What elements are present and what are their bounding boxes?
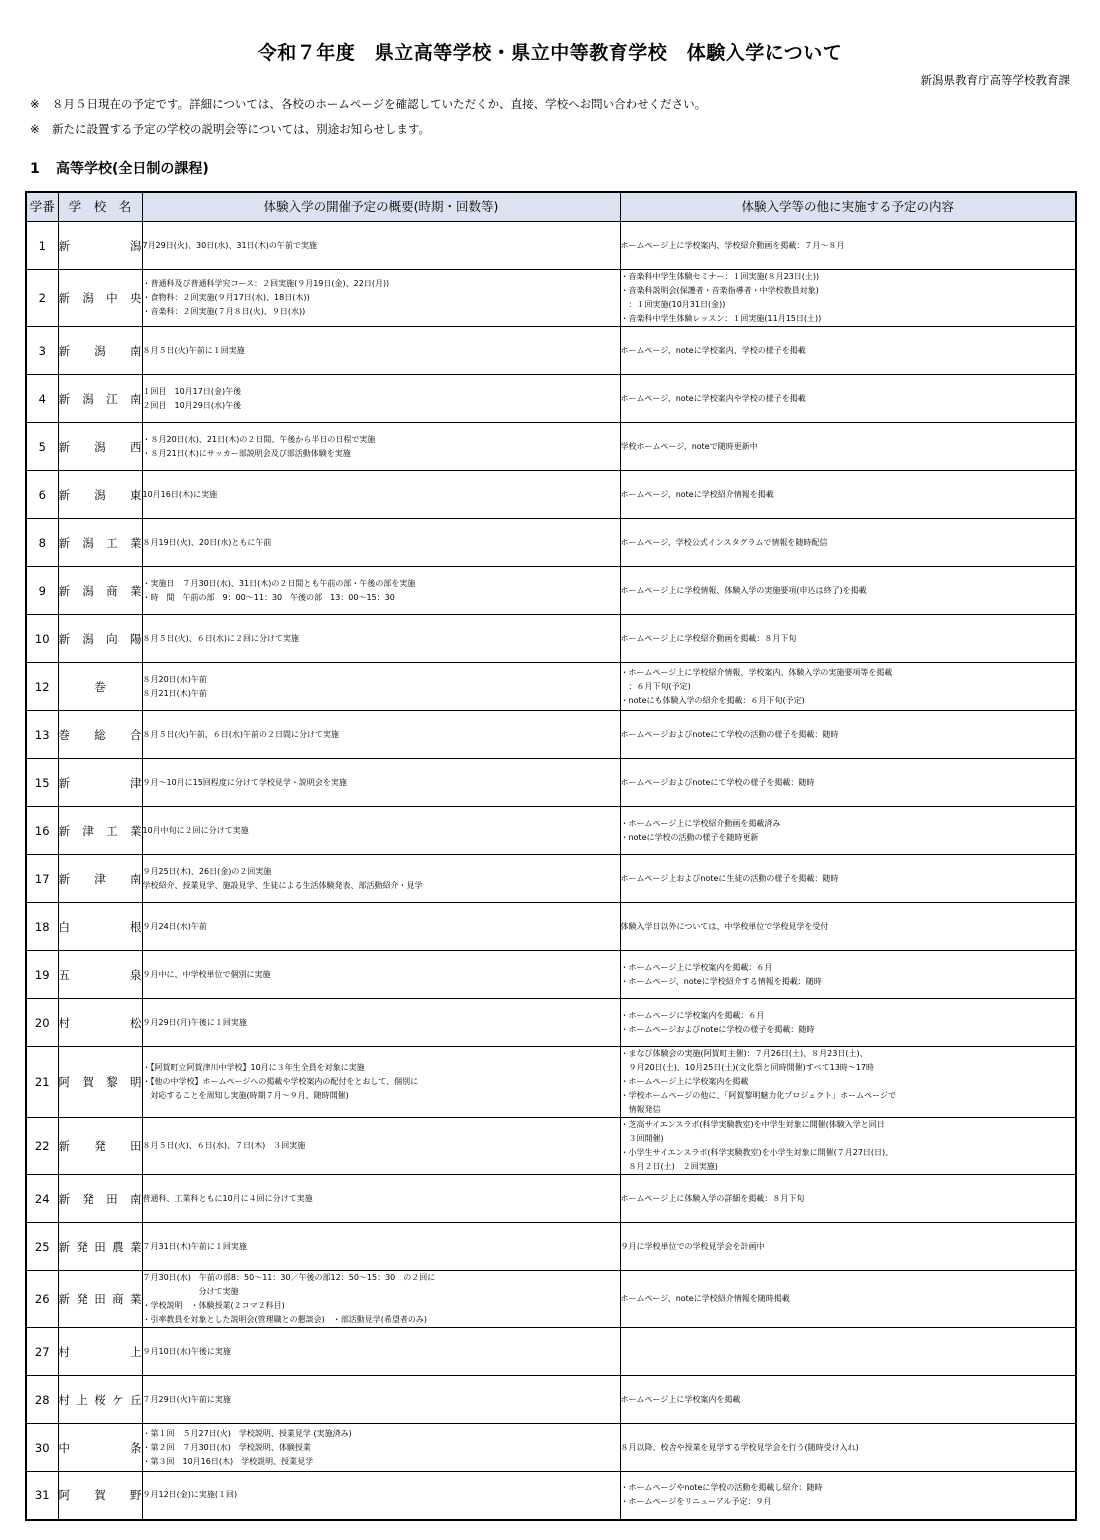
section-heading bbox=[30, 158, 209, 178]
school-name: 新潟西 bbox=[58, 439, 142, 454]
table-row bbox=[26, 1424, 1076, 1472]
other-line: ・ホームページ上に学校紹介情報、学校案内、体験入学の実施要項等を掲載 bbox=[620, 667, 893, 677]
other-line: ：１回実施(10月31日(金)) bbox=[620, 300, 726, 309]
school-name-cell bbox=[58, 423, 142, 471]
school-number: 27 bbox=[26, 1328, 58, 1376]
school-name-cell bbox=[58, 1472, 142, 1520]
overview-line: ８月５日(火)、６日(水)、７日(木) ３回実施 bbox=[142, 1141, 306, 1150]
overview-line: ９月25日(木)、26日(金)の２回実施 bbox=[142, 866, 272, 876]
overview-line: ９月中に、中学校単位で個別に実施 bbox=[142, 969, 271, 979]
school-number: 26 bbox=[26, 1271, 58, 1328]
other-content-cell bbox=[620, 663, 1076, 711]
overview-cell bbox=[142, 711, 620, 759]
table-row bbox=[26, 855, 1076, 903]
note-text: ８月５日現在の予定です。詳細については、各校のホームページを確認していただくか、直接、学校へお問い合わせください。 bbox=[52, 97, 707, 111]
school-number: 13 bbox=[26, 711, 58, 759]
other-line: ・ホームページ、noteに学校紹介する情報を掲載：随時 bbox=[620, 976, 822, 986]
school-name: 新発田 bbox=[58, 1139, 142, 1153]
other-line: ホームページ、noteに学校案内や学校の様子を掲載 bbox=[620, 393, 806, 403]
school-name: 村松 bbox=[58, 1015, 142, 1030]
school-name-cell bbox=[58, 759, 142, 807]
overview-line: ・時 間 午前の部 9：00～11：30 午後の部 13：00～15：30 bbox=[142, 592, 395, 602]
overview-cell bbox=[142, 1118, 620, 1175]
other-line: ホームページ上およびnoteに生徒の活動の様子を掲載：随時 bbox=[620, 873, 839, 883]
overview-line: 10月中旬に２回に分けて実施 bbox=[142, 825, 249, 835]
school-name-cell bbox=[58, 375, 142, 423]
overview-line: 普通科、工業科ともに10月に４回に分けて実施 bbox=[142, 1193, 313, 1203]
school-name: 新潟向陽 bbox=[58, 631, 142, 646]
school-number: 1 bbox=[26, 222, 58, 270]
school-number: 4 bbox=[26, 375, 58, 423]
header-other: 体験入学等の他に実施する予定の内容 bbox=[620, 192, 1076, 222]
overview-line: ・引率教員を対象とした説明会(管理職との懇談会) ・部活動見学(希望者のみ) bbox=[142, 1315, 427, 1324]
other-line: ・noteにも体験入学の紹介を掲載：６月下旬(予定) bbox=[620, 695, 805, 705]
other-line: ・ホームページやnoteに学校の活動を掲載し紹介：随時 bbox=[620, 1483, 823, 1493]
other-line: ・学校ホームページの他に、「阿賀黎明魅力化プロジェクト」ホームページで bbox=[620, 1091, 897, 1100]
overview-line: ・実施日 ７月30日(水)、31日(木)の２日間とも午前の部・午後の部を実施 bbox=[142, 578, 416, 588]
header-name: 学 校 名 bbox=[58, 192, 142, 222]
school-name: 新津南 bbox=[58, 871, 142, 886]
other-line: ホームページ、noteに学校案内、学校の様子を掲載 bbox=[620, 345, 806, 355]
other-content-cell bbox=[620, 327, 1076, 375]
other-content-cell bbox=[620, 375, 1076, 423]
overview-cell bbox=[142, 327, 620, 375]
overview-line: ・８月20日(水)、21日(木)の２日間、午後から半日の日程で実施 bbox=[142, 434, 376, 444]
other-line: ・音楽科説明会(保護者・音楽指導者・中学校教員対象) bbox=[620, 286, 819, 295]
school-name: 巻 bbox=[94, 679, 106, 694]
school-name-cell bbox=[58, 903, 142, 951]
overview-cell bbox=[142, 1175, 620, 1223]
other-line: ・ホームページ上に学校紹介動画を掲載済み bbox=[620, 818, 781, 828]
table-row bbox=[26, 903, 1076, 951]
table-row bbox=[26, 1223, 1076, 1271]
note-2 bbox=[30, 121, 430, 137]
overview-cell bbox=[142, 567, 620, 615]
school-name: 阿賀黎明 bbox=[58, 1075, 142, 1089]
note-text: 新たに設置する予定の学校の説明会等については、別途お知らせします。 bbox=[52, 122, 431, 136]
other-line: ホームページ、noteに学校紹介情報を掲載 bbox=[620, 489, 774, 499]
header-no: 学番 bbox=[26, 192, 58, 222]
other-line: ホームページ上に学校紹介動画を掲載：８月下旬 bbox=[620, 633, 797, 643]
school-name-cell bbox=[58, 711, 142, 759]
other-line: ・小学生サイエンスラボ(科学実験教室)を小学生対象に開催(７月27日(日)、 bbox=[620, 1148, 894, 1157]
school-name: 新津工業 bbox=[58, 823, 142, 838]
school-name: 村上桜ケ丘 bbox=[58, 1392, 142, 1407]
overview-line: ２回目 10月29日(水)午後 bbox=[142, 400, 242, 410]
overview-line: ・【他の中学校】ホームページへの掲載や学校案内の配付をとおして、個別に bbox=[142, 1077, 419, 1086]
page-title: 令和７年度 県立高等学校・県立中等教育学校 体験入学について bbox=[257, 42, 843, 64]
other-content-cell bbox=[620, 1472, 1076, 1520]
table-body bbox=[26, 222, 1076, 1520]
school-name-cell bbox=[58, 270, 142, 327]
other-line: ・音楽科中学生体験セミナー：１回実施(８月23日(土)) bbox=[620, 272, 820, 281]
other-line: 学校ホームページ、noteで随時更新中 bbox=[620, 441, 758, 451]
school-name: 新発田商業 bbox=[58, 1292, 142, 1306]
overview-cell bbox=[142, 807, 620, 855]
overview-line: ・学校説明 ・体験授業(２コマ２科目) bbox=[142, 1301, 285, 1310]
school-name: 五泉 bbox=[58, 967, 142, 982]
other-line: ・まなび体験会の実施(阿賀町主催)：７月26日(土)、８月23日(土)、 bbox=[620, 1049, 868, 1058]
other-content-cell bbox=[620, 759, 1076, 807]
overview-cell bbox=[142, 999, 620, 1047]
school-name: 新潟中央 bbox=[58, 291, 142, 305]
overview-cell bbox=[142, 423, 620, 471]
table-row bbox=[26, 270, 1076, 327]
other-content-cell bbox=[620, 903, 1076, 951]
table-row bbox=[26, 999, 1076, 1047]
table-row bbox=[26, 423, 1076, 471]
overview-cell bbox=[142, 1424, 620, 1472]
table-row bbox=[26, 1472, 1076, 1520]
school-number: 25 bbox=[26, 1223, 58, 1271]
table-row bbox=[26, 1118, 1076, 1175]
table-row bbox=[26, 471, 1076, 519]
overview-line: ・音楽科：２回実施(７月８日(火)、９日(水)) bbox=[142, 307, 306, 316]
other-line: ・ホームページをリニューアル予定：９月 bbox=[620, 1497, 772, 1507]
other-content-cell bbox=[620, 1047, 1076, 1118]
table-row bbox=[26, 375, 1076, 423]
school-name-cell bbox=[58, 663, 142, 711]
overview-cell bbox=[142, 1472, 620, 1520]
school-name-cell bbox=[58, 1271, 142, 1328]
table-row bbox=[26, 807, 1076, 855]
other-content-cell bbox=[620, 519, 1076, 567]
other-content-cell bbox=[620, 807, 1076, 855]
other-content-cell bbox=[620, 1376, 1076, 1424]
overview-line: ７月30日(水) 午前の部8：50～11：30／午後の部12：50～15：30 の２回に bbox=[142, 1273, 436, 1282]
overview-cell bbox=[142, 1223, 620, 1271]
school-name: 新潟江南 bbox=[58, 391, 142, 406]
other-line: ホームページ上に体験入学の詳細を掲載：８月下旬 bbox=[620, 1193, 805, 1203]
overview-line: ８月19日(火)、20日(水)ともに午前 bbox=[142, 537, 272, 547]
other-line: 情報発信 bbox=[620, 1105, 661, 1114]
other-line: ・ホームページ上に学校案内を掲載 bbox=[620, 1077, 749, 1086]
overview-line: ８月５日(火)、６日(水)に２回に分けて実施 bbox=[142, 633, 299, 643]
school-name-cell bbox=[58, 519, 142, 567]
note-mark: ※ bbox=[30, 122, 40, 136]
school-number: 15 bbox=[26, 759, 58, 807]
overview-line: ９月～10月に15回程度に分けて学校見学・説明会を実施 bbox=[142, 777, 347, 787]
table-row bbox=[26, 1376, 1076, 1424]
overview-line: ９月10日(水)午後に実施 bbox=[142, 1346, 231, 1356]
other-content-cell bbox=[620, 270, 1076, 327]
overview-line: ９月12日(金)に実施(１回) bbox=[142, 1490, 238, 1500]
other-line: 体験入学日以外については、中学校単位で学校見学を受付 bbox=[620, 921, 829, 931]
table-row bbox=[26, 1328, 1076, 1376]
school-name-cell bbox=[58, 615, 142, 663]
table-row bbox=[26, 615, 1076, 663]
school-name-cell bbox=[58, 999, 142, 1047]
overview-line: ７月31日(木)午前に１回実施 bbox=[142, 1241, 247, 1251]
school-name: 新潟 bbox=[58, 238, 142, 253]
overview-cell bbox=[142, 519, 620, 567]
other-content-cell bbox=[620, 1424, 1076, 1472]
overview-line: 10月16日(木)に実施 bbox=[142, 489, 218, 499]
school-number: 2 bbox=[26, 270, 58, 327]
other-content-cell bbox=[620, 1328, 1076, 1376]
department-name: 新潟県教育庁高等学校教育課 bbox=[920, 73, 1070, 87]
overview-line: ９月29日(月)午後に１回実施 bbox=[142, 1017, 247, 1027]
school-number: 28 bbox=[26, 1376, 58, 1424]
school-number: 21 bbox=[26, 1047, 58, 1118]
overview-cell bbox=[142, 1271, 620, 1328]
overview-line: 学校紹介、授業見学、施設見学、生徒による生活体験発表、部活動紹介・見学 bbox=[142, 880, 423, 890]
overview-line: ８月５日(火)午前、６日(水)午前の２日間に分けて実施 bbox=[142, 729, 339, 739]
other-line: ホームページおよびnoteにて学校の様子を掲載：随時 bbox=[620, 777, 815, 787]
school-number: 24 bbox=[26, 1175, 58, 1223]
overview-line: ８月21日(木)午前 bbox=[142, 688, 207, 698]
table-row bbox=[26, 1175, 1076, 1223]
overview-line: ・食物科：２回実施(９月17日(水)、18日(木)) bbox=[142, 293, 310, 302]
overview-line: 対応することを周知し実施(時期７月～９月、随時開催) bbox=[142, 1091, 349, 1100]
school-name: 新潟東 bbox=[58, 487, 142, 502]
overview-line: ８月５日(火)午前に１回実施 bbox=[142, 345, 245, 355]
other-line: ：６月下旬(予定) bbox=[620, 681, 691, 691]
other-line: ３回開催) bbox=[620, 1134, 664, 1143]
school-name-cell bbox=[58, 1175, 142, 1223]
overview-line: ・【阿賀町立阿賀津川中学校】10月に３年生全員を対象に実施 bbox=[142, 1063, 365, 1072]
other-line: ・ホームページに学校案内を掲載：６月 bbox=[620, 1010, 765, 1020]
other-content-cell bbox=[620, 1271, 1076, 1328]
other-line: ホームページ上に学校情報、体験入学の実施要項(申込は終了)を掲載 bbox=[620, 585, 867, 595]
overview-line: ・第３回 10月16日(木) 学校説明、授業見学 bbox=[142, 1456, 314, 1466]
school-number: 17 bbox=[26, 855, 58, 903]
note-mark: ※ bbox=[30, 97, 40, 111]
overview-cell bbox=[142, 663, 620, 711]
school-name-cell bbox=[58, 855, 142, 903]
overview-line: ・第２回 ７月30日(水) 学校説明、体験授業 bbox=[142, 1442, 311, 1452]
school-number: 22 bbox=[26, 1118, 58, 1175]
other-content-cell bbox=[620, 423, 1076, 471]
other-line: ホームページ、noteに学校紹介情報を随時掲載 bbox=[620, 1294, 790, 1303]
other-line: ・音楽科中学生体験レッスン：１回実施(11月15日(土)) bbox=[620, 314, 822, 323]
table-row bbox=[26, 711, 1076, 759]
table-row bbox=[26, 222, 1076, 270]
overview-line: １回目 10月17日(金)午後 bbox=[142, 386, 242, 396]
other-content-cell bbox=[620, 222, 1076, 270]
table-row bbox=[26, 519, 1076, 567]
school-name: 阿賀野 bbox=[58, 1488, 142, 1503]
overview-cell bbox=[142, 471, 620, 519]
school-number: 5 bbox=[26, 423, 58, 471]
school-name-cell bbox=[58, 471, 142, 519]
overview-cell bbox=[142, 615, 620, 663]
other-line: ９月20日(土)、10月25日(土)(文化祭と同時開催)すべて13時～17時 bbox=[620, 1063, 874, 1072]
other-content-cell bbox=[620, 951, 1076, 999]
overview-line: ９月24日(水)午前 bbox=[142, 921, 207, 931]
school-number: 12 bbox=[26, 663, 58, 711]
table-header-row bbox=[26, 192, 1076, 222]
table-row bbox=[26, 567, 1076, 615]
section-number: 1 bbox=[30, 161, 40, 177]
school-name-cell bbox=[58, 222, 142, 270]
school-number: 19 bbox=[26, 951, 58, 999]
overview-line: ８月20日(水)午前 bbox=[142, 674, 207, 684]
table-row bbox=[26, 1047, 1076, 1118]
other-content-cell bbox=[620, 567, 1076, 615]
school-number: 30 bbox=[26, 1424, 58, 1472]
other-content-cell bbox=[620, 1175, 1076, 1223]
other-line: ホームページ上に学校案内、学校紹介動画を掲載：７月～８月 bbox=[620, 240, 845, 250]
other-content-cell bbox=[620, 999, 1076, 1047]
overview-cell bbox=[142, 951, 620, 999]
overview-cell bbox=[142, 1328, 620, 1376]
school-name-cell bbox=[58, 807, 142, 855]
other-content-cell bbox=[620, 1223, 1076, 1271]
school-name-cell bbox=[58, 1376, 142, 1424]
overview-line: ・８月21日(木)にサッカー部説明会及び部活動体験を実施 bbox=[142, 448, 351, 458]
school-number: 10 bbox=[26, 615, 58, 663]
overview-cell bbox=[142, 222, 620, 270]
other-content-cell bbox=[620, 615, 1076, 663]
school-name-cell bbox=[58, 567, 142, 615]
school-name-cell bbox=[58, 1118, 142, 1175]
school-name-cell bbox=[58, 1047, 142, 1118]
other-line: ・noteに学校の活動の様子を随時更新 bbox=[620, 832, 759, 842]
other-line: ホームページ、学校公式インスタグラムで情報を随時配信 bbox=[620, 537, 828, 547]
school-name-cell bbox=[58, 1223, 142, 1271]
overview-line: 7月29日(火)、30日(水)、31日(木)の午前で実施 bbox=[142, 240, 317, 250]
school-name-cell bbox=[58, 1424, 142, 1472]
other-line: ・ホームページおよびnoteに学校の様子を掲載：随時 bbox=[620, 1024, 815, 1034]
overview-cell bbox=[142, 855, 620, 903]
table-row bbox=[26, 663, 1076, 711]
table-row bbox=[26, 759, 1076, 807]
overview-line: ・第１回 ５月27日(火) 学校説明、授業見学 (実施済み) bbox=[142, 1428, 352, 1438]
overview-cell bbox=[142, 903, 620, 951]
school-name: 新潟商業 bbox=[58, 583, 142, 598]
overview-cell bbox=[142, 375, 620, 423]
overview-line: ７月29日(火)午前に実施 bbox=[142, 1394, 231, 1404]
other-content-cell bbox=[620, 471, 1076, 519]
other-line: ９月に学校単位での学校見学会を計画中 bbox=[620, 1241, 765, 1251]
other-line: ホームページおよびnoteにて学校の活動の様子を掲載：随時 bbox=[620, 729, 839, 739]
schools-table bbox=[25, 191, 1077, 1521]
note-1 bbox=[30, 96, 706, 112]
school-name-cell bbox=[58, 951, 142, 999]
other-line: ８月２日(土) ２回実施) bbox=[620, 1162, 718, 1171]
overview-cell bbox=[142, 1376, 620, 1424]
school-name: 中条 bbox=[58, 1440, 142, 1455]
other-line: ・ホームページ上に学校案内を掲載：６月 bbox=[620, 962, 773, 972]
school-number: 6 bbox=[26, 471, 58, 519]
school-number: 18 bbox=[26, 903, 58, 951]
school-name-cell bbox=[58, 1328, 142, 1376]
school-name: 新潟南 bbox=[58, 343, 142, 358]
school-name: 村上 bbox=[58, 1344, 142, 1359]
table-row bbox=[26, 951, 1076, 999]
other-line: ホームページ上に学校案内を掲載 bbox=[620, 1394, 741, 1404]
table-row bbox=[26, 327, 1076, 375]
other-content-cell bbox=[620, 855, 1076, 903]
table-row bbox=[26, 1271, 1076, 1328]
school-number: 31 bbox=[26, 1472, 58, 1520]
school-name-cell bbox=[58, 327, 142, 375]
school-number: 16 bbox=[26, 807, 58, 855]
school-number: 9 bbox=[26, 567, 58, 615]
other-content-cell bbox=[620, 711, 1076, 759]
school-name: 白根 bbox=[58, 919, 142, 934]
school-name: 巻総合 bbox=[58, 727, 142, 742]
other-line: ８月以降、校舎や授業を見学する学校見学会を行う(随時受け入れ) bbox=[620, 1442, 859, 1452]
other-content-cell bbox=[620, 1118, 1076, 1175]
school-number: 3 bbox=[26, 327, 58, 375]
overview-line: ・普通科及び普通科学究コース：２回実施(９月19日(金)、22日(月)) bbox=[142, 279, 390, 288]
school-name: 新津 bbox=[58, 775, 142, 790]
overview-cell bbox=[142, 1047, 620, 1118]
other-line: ・芝高サイエンスラボ(科学実験教室)を中学生対象に開催(体験入学と同日 bbox=[620, 1120, 885, 1129]
section-title: 高等学校(全日制の課程) bbox=[56, 161, 209, 177]
school-number: 20 bbox=[26, 999, 58, 1047]
school-name: 新発田農業 bbox=[58, 1239, 142, 1254]
school-name: 新発田南 bbox=[58, 1191, 142, 1206]
overview-cell bbox=[142, 759, 620, 807]
header-overview: 体験入学の開催予定の概要(時期・回数等) bbox=[142, 192, 620, 222]
overview-line: 分けて実施 bbox=[142, 1287, 239, 1296]
overview-cell bbox=[142, 270, 620, 327]
school-number: 8 bbox=[26, 519, 58, 567]
school-name: 新潟工業 bbox=[58, 535, 142, 550]
